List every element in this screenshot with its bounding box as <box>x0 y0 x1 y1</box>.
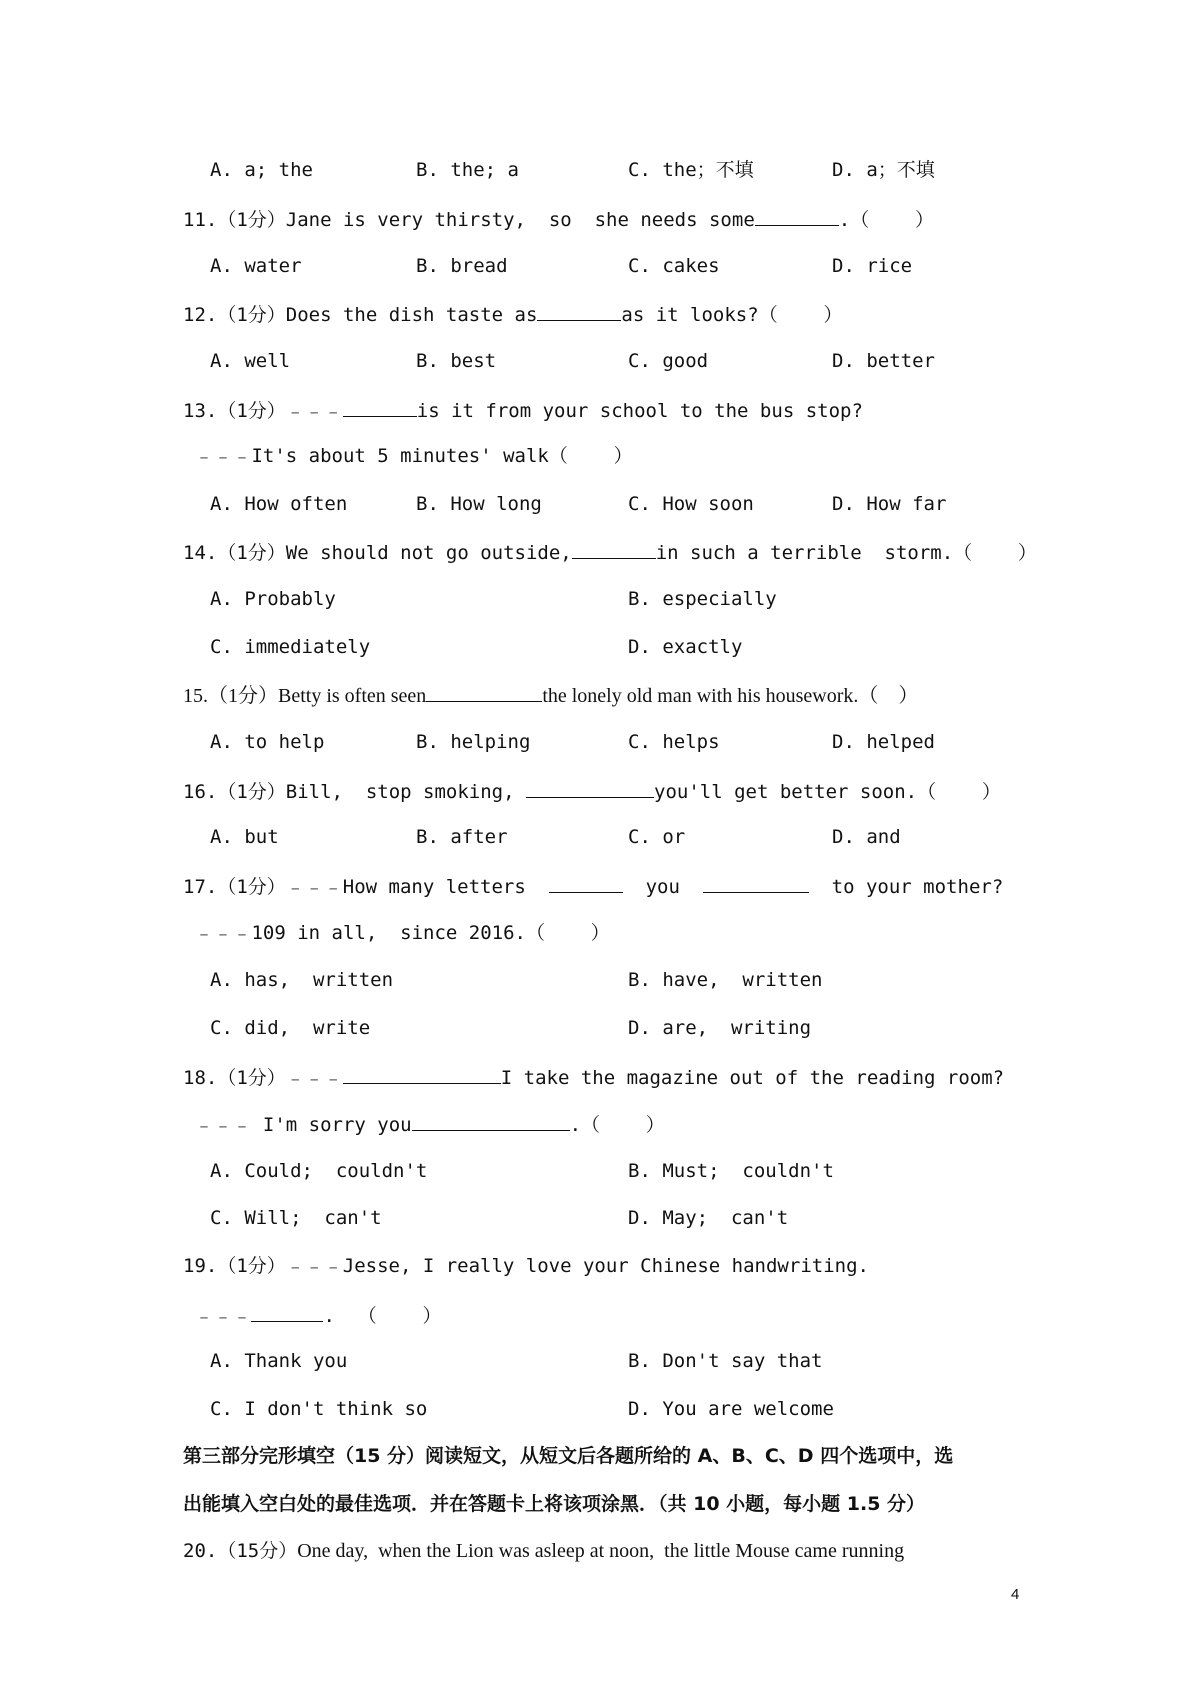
q14-option-d: D. exactly <box>628 636 743 658</box>
q18-stem <box>183 1063 1004 1091</box>
q12-option-a: A. well <box>210 350 291 372</box>
page-number: 4 <box>1011 1586 1020 1603</box>
q14-stem-pre: 14.（1分）We should not go outside, <box>183 542 572 564</box>
q19-blank <box>251 1301 323 1322</box>
q10-option-b: B. the; a <box>416 159 519 181</box>
q18-stem-post: I take the magazine out of the reading room? <box>500 1067 1005 1089</box>
q13-stem <box>183 396 863 424</box>
q19-stem: 19.（1分）﹣﹣﹣Jesse, I really love your Chinese handwriting. <box>183 1255 869 1277</box>
q12-option-c: C. good <box>628 350 709 372</box>
q16-option-c: C. or <box>628 826 686 848</box>
q18-reply-post: .（ ） <box>569 1114 665 1136</box>
q12-blank <box>537 300 621 321</box>
section3-instructions-line2: 出能填入空白处的最佳选项．并在答题卡上将该项涂黑．（共 10 小题，每小题 1.5 分） <box>183 1493 926 1515</box>
q16-blank <box>526 777 654 798</box>
q16-option-d: D. and <box>832 826 901 848</box>
q17-option-d: D. are, writing <box>628 1017 812 1039</box>
q12-option-d: D. better <box>832 350 935 372</box>
q15-stem-post: the lonely old man with his housework.（ ） <box>542 685 919 707</box>
q15-option-c: C. helps <box>628 731 720 753</box>
q13-option-d: D. How far <box>832 493 947 515</box>
q17-stem-post: to your mother? <box>831 876 1004 898</box>
q19-option-c: C. I don't think so <box>210 1398 428 1420</box>
q11-stem-post: .（ ） <box>838 209 934 231</box>
q19-option-a: A. Thank you <box>210 1350 348 1372</box>
q17-option-c: C. did, write <box>210 1017 371 1039</box>
q13-option-c: C. How soon <box>628 493 754 515</box>
q20-passage-text: One day, when the Lion was asleep at noon, the little Mouse came running <box>297 1540 905 1562</box>
q17-blank-1 <box>549 872 623 893</box>
q10-option-d: D. a；不填 <box>832 159 935 181</box>
q10-option-c: C. the；不填 <box>628 159 754 181</box>
q17-stem-pre: 17.（1分）﹣﹣﹣How many letters <box>183 876 526 898</box>
q15-option-b: B. helping <box>416 731 531 753</box>
q12-option-b: B. best <box>416 350 497 372</box>
q15-option-d: D. helped <box>832 731 935 753</box>
q18-option-d: D. May; can't <box>628 1207 789 1229</box>
q11-option-a: A. water <box>210 255 302 277</box>
q17-reply: ﹣﹣﹣109 in all, since 2016.（ ） <box>183 922 610 944</box>
q11-stem <box>183 205 934 233</box>
q18-option-a: A. Could; couldn't <box>210 1160 428 1182</box>
q16-stem-pre: 16.（1分）Bill, stop smoking, <box>183 781 515 803</box>
q15-blank <box>426 681 542 702</box>
q16-stem-post: you'll get better soon.（ ） <box>654 781 1001 803</box>
q20-passage-start <box>183 1538 904 1564</box>
q14-blank <box>572 538 656 559</box>
q14-option-b: B. especially <box>628 588 777 610</box>
q11-blank <box>755 205 839 226</box>
q11-option-b: B. bread <box>416 255 508 277</box>
q13-option-a: A. How often <box>210 493 348 515</box>
q17-blank-2 <box>703 872 809 893</box>
q18-blank-2 <box>412 1110 570 1131</box>
q12-stem-pre: 12.（1分）Does the dish taste as <box>183 304 538 326</box>
q19-reply <box>183 1301 442 1329</box>
q18-stem-pre: 18.（1分）﹣﹣﹣ <box>183 1067 343 1089</box>
q16-stem <box>183 777 1001 805</box>
q14-stem <box>183 538 1037 566</box>
q14-stem-post: in such a terrible storm.（ ） <box>655 542 1037 564</box>
q16-option-b: B. after <box>416 826 508 848</box>
q11-option-c: C. cakes <box>628 255 720 277</box>
q14-option-c: C. immediately <box>210 636 371 658</box>
q11-option-d: D. rice <box>832 255 913 277</box>
q15-option-a: A. to help <box>210 731 325 753</box>
q13-option-b: B. How long <box>416 493 542 515</box>
q17-stem-mid: you <box>645 876 680 898</box>
q18-option-b: B. Must; couldn't <box>628 1160 834 1182</box>
q14-option-a: A. Probably <box>210 588 336 610</box>
q18-reply <box>183 1110 665 1138</box>
q19-option-d: D. You are welcome <box>628 1398 834 1420</box>
q10-option-a: A. a; the <box>210 159 313 181</box>
q13-reply: ﹣﹣﹣It's about 5 minutes' walk（ ） <box>183 445 633 467</box>
q17-stem <box>183 872 1003 900</box>
q19-reply-pre: ﹣﹣﹣ <box>183 1305 252 1327</box>
q19-reply-post: . （ ） <box>323 1305 442 1327</box>
q18-blank-1 <box>343 1063 501 1084</box>
q13-blank <box>343 396 417 417</box>
section3-instructions-line1: 第三部分完形填空（15 分）阅读短文，从短文后各题所给的 A、B、C、D 四个选项中，选 <box>183 1445 954 1467</box>
q20-label: 20.（15分） <box>183 1540 298 1562</box>
q15-stem-pre: 15.（1分）Betty is often seen <box>183 685 427 707</box>
q13-stem-pre: 13.（1分）﹣﹣﹣ <box>183 400 343 422</box>
q15-stem <box>183 681 918 709</box>
q18-option-c: C. Will; can't <box>210 1207 382 1229</box>
q16-option-a: A. but <box>210 826 279 848</box>
q12-stem <box>183 300 842 328</box>
q17-option-b: B. have, written <box>628 969 823 991</box>
q13-stem-post: is it from your school to the bus stop? <box>416 400 863 422</box>
q17-option-a: A. has, written <box>210 969 394 991</box>
q18-reply-pre: ﹣﹣﹣ I'm sorry you <box>183 1114 412 1136</box>
q11-stem-pre: 11.（1分）Jane is very thirsty, so she needs some <box>183 209 755 231</box>
q12-stem-post: as it looks?（ ） <box>621 304 843 326</box>
q19-option-b: B. Don't say that <box>628 1350 823 1372</box>
